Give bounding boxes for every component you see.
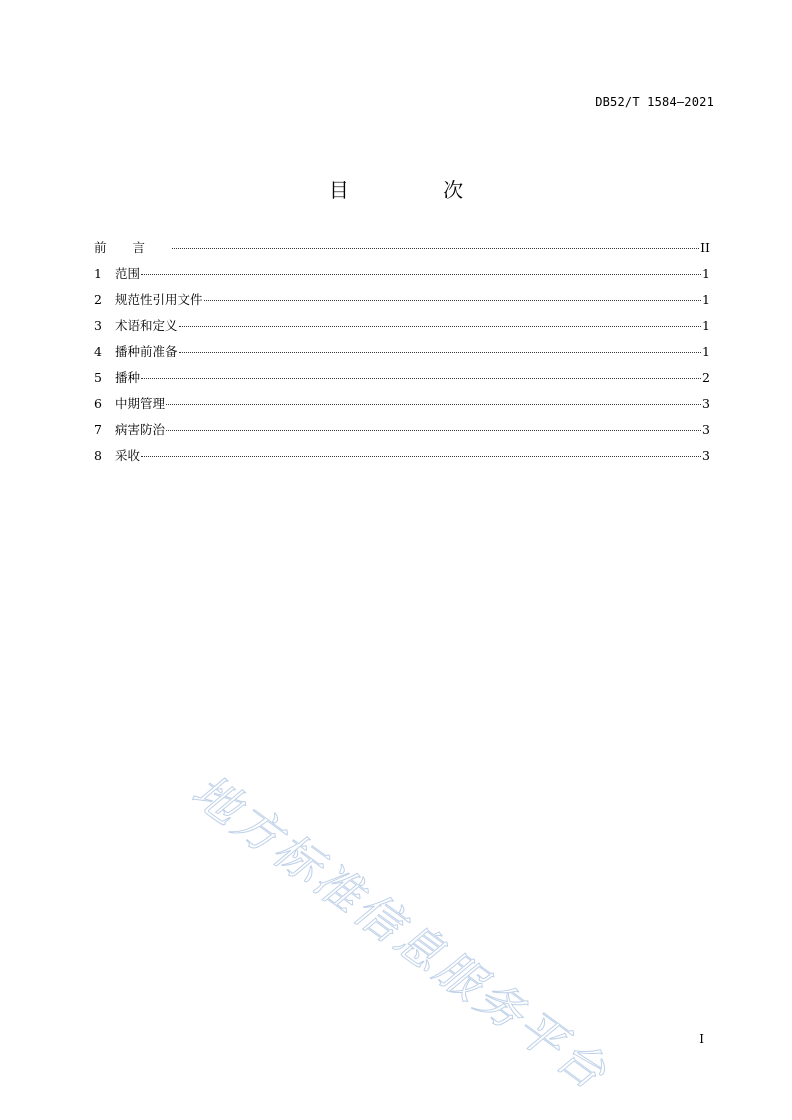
- toc-leader: [141, 456, 701, 457]
- toc-entry-text: 术语和定义: [115, 318, 178, 333]
- toc-entry-number: 3: [94, 318, 102, 333]
- toc-entry-page: 1: [702, 344, 710, 359]
- toc-entry-number: 1: [94, 266, 102, 281]
- toc-entry-number: 6: [94, 396, 102, 411]
- toc-entry-number: 5: [94, 370, 102, 385]
- toc-entry-page: 1: [702, 292, 710, 307]
- toc-entry-4[interactable]: [94, 342, 710, 368]
- toc-entry-number: 8: [94, 448, 102, 463]
- toc-entry-2[interactable]: [94, 290, 710, 316]
- toc-entry-number: 7: [94, 422, 102, 437]
- page-title: 目 次: [328, 178, 508, 202]
- toc-leader: [141, 378, 701, 379]
- toc-entry-text: 中期管理: [115, 396, 166, 411]
- toc-entry-text: 采收: [115, 448, 141, 463]
- toc-entry-number: 4: [94, 344, 102, 359]
- toc-entry-text: 规范性引用文件: [115, 292, 203, 307]
- toc-entry-page: 3: [702, 422, 710, 437]
- standard-code: DB52/T 1584—2021: [595, 95, 714, 109]
- watermark: 地方标准信息服务平台: [182, 763, 619, 1102]
- page-number: I: [699, 1032, 704, 1046]
- toc-entry-page: 1: [702, 266, 710, 281]
- toc-leader: [179, 352, 702, 353]
- toc-leader: [179, 326, 702, 327]
- toc-leader: [204, 300, 702, 301]
- toc-entry-number: 2: [94, 292, 102, 307]
- toc-entry-8[interactable]: [94, 446, 710, 472]
- toc-entry-page: 1: [702, 318, 710, 333]
- toc-entry-7[interactable]: [94, 420, 710, 446]
- toc-entry-5[interactable]: [94, 368, 710, 394]
- toc-entry-3[interactable]: [94, 316, 710, 342]
- toc-entry-page: 3: [702, 396, 710, 411]
- toc-entry-text: 播种前准备: [115, 344, 178, 359]
- toc-entry-1[interactable]: [94, 264, 710, 290]
- toc-leader: [141, 274, 701, 275]
- toc-entry-text: 范围: [115, 266, 141, 281]
- toc-entry-page: II: [700, 240, 710, 255]
- toc-entry-text: 前言: [94, 240, 172, 255]
- toc-leader: [166, 404, 701, 405]
- toc-entry-page: 3: [702, 448, 710, 463]
- toc-leader: [166, 430, 701, 431]
- toc-entry-6[interactable]: [94, 394, 710, 420]
- toc-entry-page: 2: [702, 370, 710, 385]
- toc-leader: [172, 248, 699, 249]
- toc-entry-text: 播种: [115, 370, 141, 385]
- toc-entry-text: 病害防治: [115, 422, 166, 437]
- table-of-contents: [94, 238, 710, 472]
- toc-entry-foreword[interactable]: [94, 238, 710, 264]
